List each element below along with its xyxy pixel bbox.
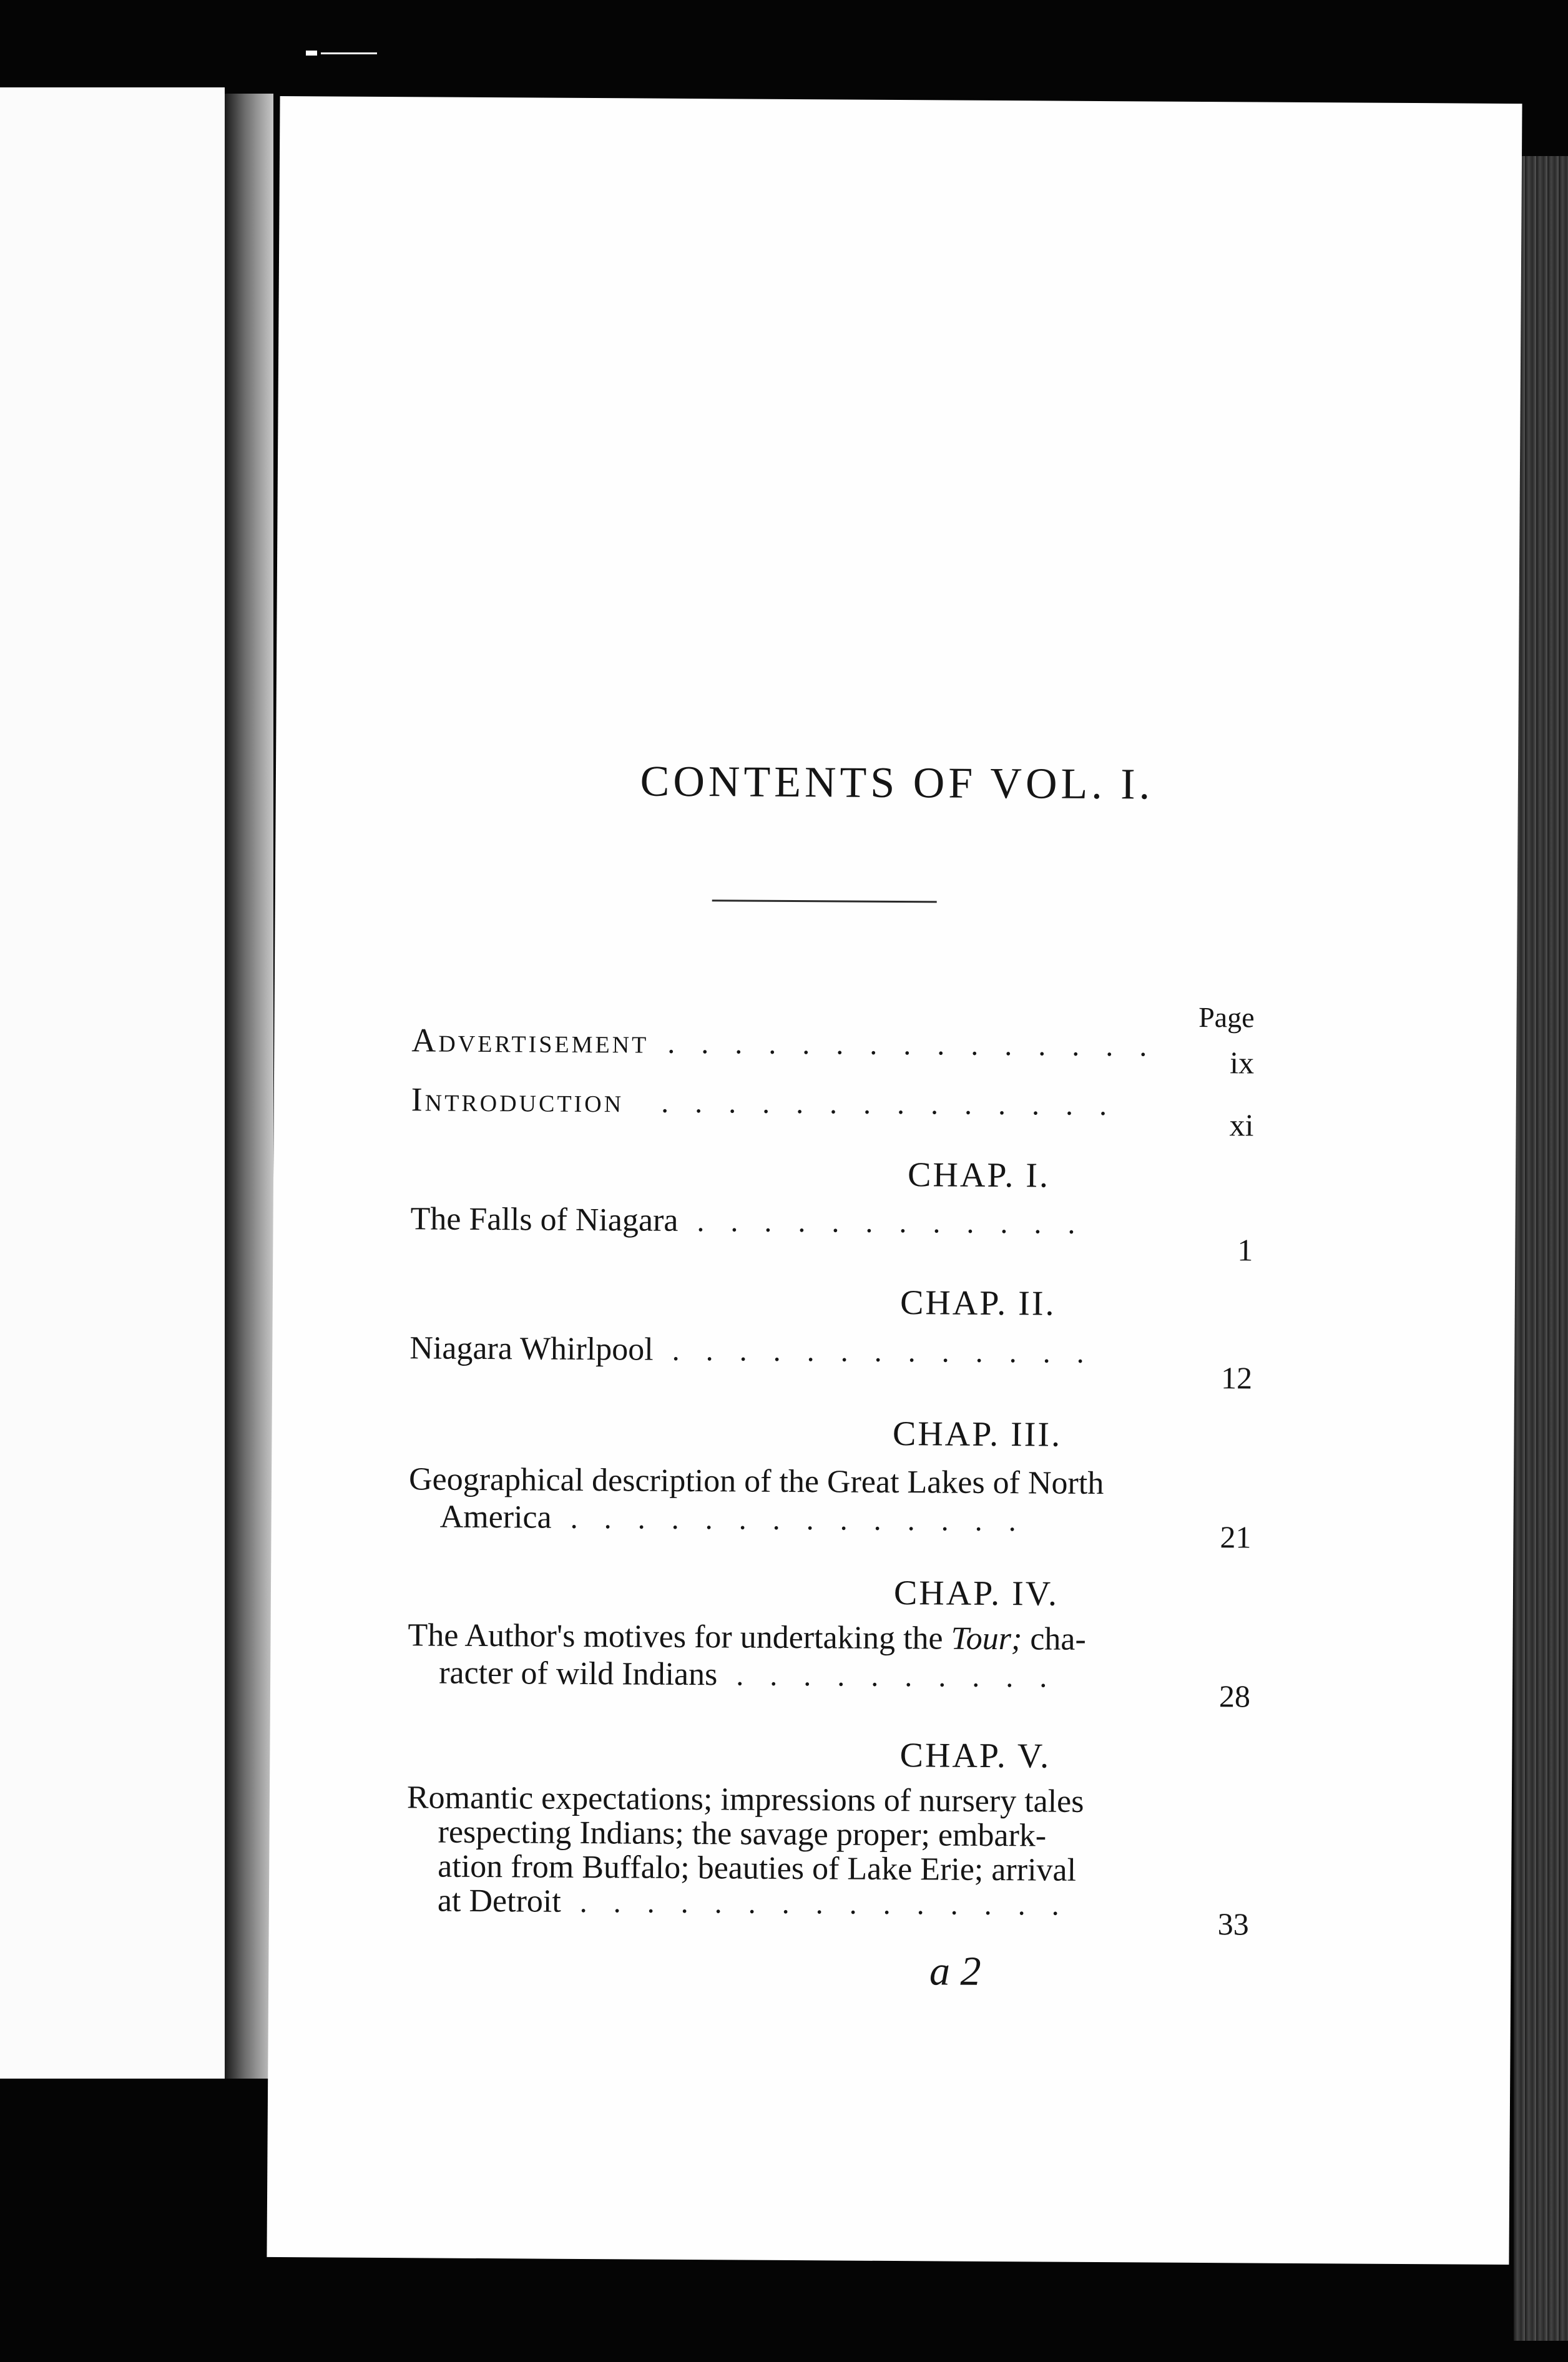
chapter-page: 33: [1217, 1906, 1249, 1942]
toc-entry-introduction: [411, 1080, 1192, 1124]
chapter-summary-italic: Tour;: [951, 1620, 1022, 1657]
chapter-summary-line: Romantic expectations; impressions of nursery tales: [406, 1780, 1084, 1820]
chapter-summary-line: racter of wild Indians: [438, 1655, 718, 1693]
toc-entry-advertisement: [411, 1021, 1192, 1064]
chapter-page: 28: [1218, 1678, 1251, 1714]
chapter-summary-line: Geographical description of the Great Lakes of North: [408, 1461, 1104, 1502]
chapter-page: 12: [1220, 1360, 1253, 1396]
chapter-heading: CHAP. I.: [907, 1155, 1051, 1195]
toc-entry-label: Introduction: [411, 1081, 624, 1120]
page-edges: [1514, 156, 1568, 2341]
chapter-heading: CHAP. V.: [899, 1736, 1051, 1776]
dot-leader: ..............: [570, 1501, 1042, 1538]
contents-page: [267, 96, 1522, 2265]
dot-leader: .............: [672, 1333, 1110, 1370]
toc-entry-label: Advertisement: [411, 1021, 649, 1061]
book-gutter: [225, 94, 273, 2079]
scan-mark: [306, 47, 381, 58]
toc-entry-page: ix: [1230, 1045, 1255, 1081]
chapter-summary: [408, 1617, 1188, 1659]
page-title: CONTENTS OF VOL. I.: [640, 757, 1154, 809]
chapter-summary-line: America: [439, 1499, 552, 1536]
signature-mark: a 2: [929, 1948, 981, 1994]
chapter-summary: [440, 1499, 1220, 1541]
chapter-summary-line: The Author's motives for undertaking the: [408, 1617, 943, 1657]
dot-leader: ..............: [660, 1085, 1134, 1122]
chapter-heading: CHAP. II.: [899, 1283, 1056, 1323]
chapter-heading: CHAP. IV.: [893, 1574, 1059, 1614]
dot-leader: ...............: [667, 1026, 1174, 1063]
chapter-summary-line: ation from Buffalo; beauties of Lake Erie; arrival: [438, 1848, 1077, 1888]
chapter-summary: [438, 1883, 1218, 1924]
chapter-heading: CHAP. III.: [892, 1414, 1062, 1454]
chapter-summary: [410, 1200, 1190, 1242]
chapter-summary-line: respecting Indians; the savage proper; embark-: [438, 1814, 1047, 1854]
title-rule: [712, 899, 937, 903]
chapter-summary: [439, 1655, 1219, 1697]
page-column-heading: Page: [1198, 1001, 1255, 1034]
dot-leader: ...............: [579, 1885, 1085, 1922]
chapter-summary-line: cha-: [1030, 1621, 1086, 1657]
dot-leader: ..........: [736, 1659, 1074, 1694]
facing-page: [0, 87, 225, 2079]
dot-leader: ............: [697, 1205, 1102, 1241]
chapter-summary-line: Niagara Whirlpool: [409, 1330, 654, 1368]
chapter-page: 1: [1237, 1232, 1253, 1268]
chapter-summary-line: at Detroit: [437, 1883, 561, 1919]
chapter-summary-line: The Falls of Niagara: [410, 1201, 679, 1238]
toc-entry-page: xi: [1229, 1107, 1254, 1143]
chapter-summary: [409, 1330, 1190, 1371]
chapter-page: 21: [1220, 1519, 1252, 1555]
